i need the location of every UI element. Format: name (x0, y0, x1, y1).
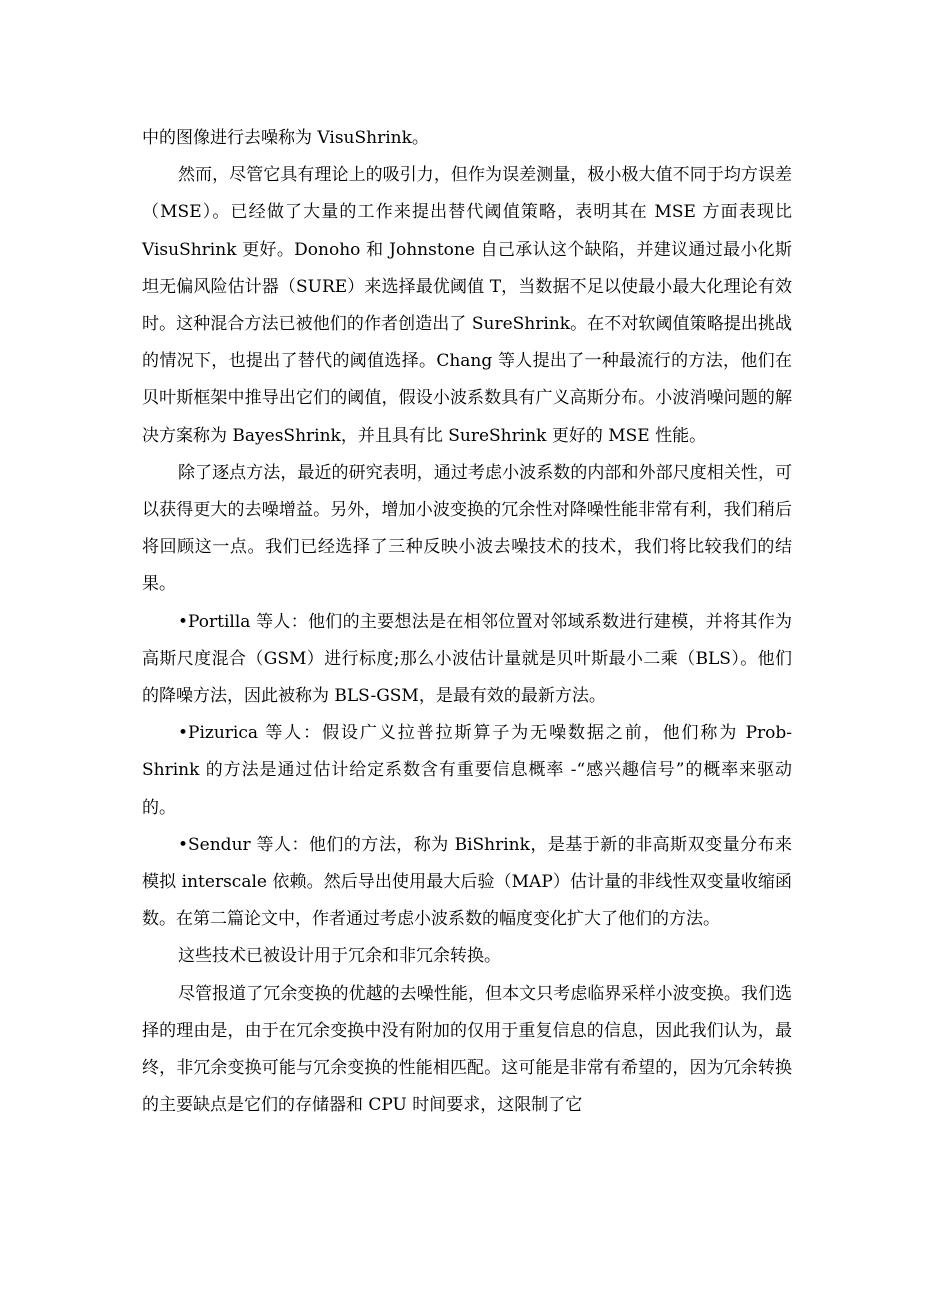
paragraph-correlation-methods: 除了逐点方法，最近的研究表明，通过考虑小波系数的内部和外部尺度相关性，可以获得更大的去噪增益。另外，增加小波变换的冗余性对降噪性能非常有利，我们稍后将回顾这一点。我们已经选择了三种反映小波去噪技术的技术，我们将比较我们的结果。 (142, 462, 792, 595)
paragraph-critically-sampled: 尽管报道了冗余变换的优越的去噪性能，但本文只考虑临界采样小波变换。我们选择的理由是，由于在冗余变换中没有附加的仅用于重复信息的信息，因此我们认为，最终，非冗余变换可能与冗余变换的性能相匹配。这可能是非常有希望的，因为冗余转换的主要缺点是它们的存储器和 CPU 时间要求，这限制了它 (142, 983, 792, 1116)
paragraph-pizurica: •Pizurica 等人：假设广义拉普拉斯算子为无噪数据之前，他们称为 Prob-Shrink 的方法是通过估计给定系数含有重要信息概率 -“感兴趣信号”的概率来驱动的。 (142, 723, 792, 818)
paragraph-portilla: •Portilla 等人：他们的主要想法是在相邻位置对邻域系数进行建模，并将其作为高斯尺度混合（GSM）进行标度;那么小波估计量就是贝叶斯最小二乘（BLS）。他们的降噪方法，因此被称为 BLS-GSM，是最有效的最新方法。 (142, 611, 792, 707)
paragraph-visushrink-end: 中的图像进行去噪称为 VisuShrink。 (142, 128, 429, 148)
paragraph-sendur: •Sendur 等人：他们的方法，称为 BiShrink，是基于新的非高斯双变量分布来模拟 interscale 依赖。然后导出使用最大后验（MAP）估计量的非线性双变量收缩函数。在第二篇论文中，作者通过考虑小波系数的幅度变化扩大了他们的方法。 (142, 834, 792, 930)
paragraph-threshold-strategies: 然而，尽管它具有理论上的吸引力，但作为误差测量，极小极大值不同于均方误差（MSE）。已经做了大量的工作来提出替代阈值策略，表明其在 MSE 方面表现比 VisuShrink 更好。Donoho 和 Johnstone 自己承认这个缺陷，并建议通过最小化斯坦无偏风险估计器（SURE）来选择最优阈值 T，当数据不足以使最小最大化理论有效时。这种混合方法已被他们的作者创造出了 SureShrink。在不对软阈值策略提出挑战的情况下，也提出了替代的阈值选择。Chang 等人提出了一种最流行的方法，他们在贝叶斯框架中推导出它们的阈值，假设小波系数具有广义高斯分布。小波消噪问题的解决方案称为 BayesShrink，并且具有比 SureShrink 更好的 MSE 性能。 (142, 165, 792, 446)
document-body (142, 120, 792, 1124)
paragraph-redundant-transforms: 这些技术已被设计用于冗余和非冗余转换。 (178, 946, 501, 967)
